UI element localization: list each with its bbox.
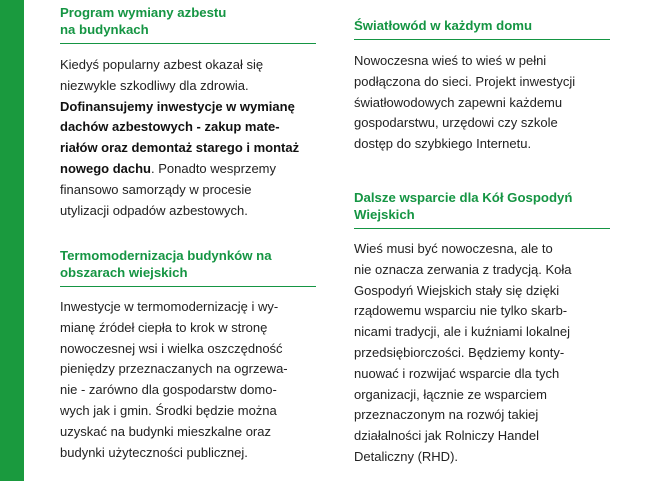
section-divider	[354, 228, 610, 229]
body-line: Nowoczesna wieś to wieś w pełni	[354, 53, 547, 68]
body-line-bold: riałów oraz demontaż starego i montaż	[60, 140, 300, 156]
body-line: podłączona do sieci. Projekt inwestycji	[354, 73, 576, 89]
body-line: dostęp do szybkiego Internetu.	[354, 136, 532, 152]
green-side-bar	[0, 0, 24, 481]
body-line: utylizacji odpadów azbestowych.	[60, 202, 248, 218]
section-divider	[354, 39, 610, 40]
section-divider	[60, 43, 316, 44]
body-line: uzyskać na budynki mieszkalne oraz	[60, 423, 271, 439]
body-line: nowoczesnej wsi i wielka oszczędność	[60, 340, 283, 356]
body-line: wych jak i gmin. Środki będzie można	[60, 402, 277, 418]
body-line: Wieś musi być nowoczesna, ale to	[354, 241, 553, 256]
body-line: finansowo samorządy w procesie	[60, 181, 252, 197]
section-body	[60, 55, 316, 221]
section-body	[354, 239, 610, 468]
title-line: Światłowód w każdym domu	[354, 18, 533, 33]
section-title	[60, 247, 316, 281]
section-rural-housewives	[354, 189, 610, 468]
body-line: organizacji, łącznie ze wsparciem	[354, 386, 547, 402]
section-body	[60, 297, 316, 463]
section-asbestos-program	[60, 4, 316, 221]
body-line: nicami tradycji, ale i kuźniami lokalnej	[354, 324, 571, 340]
body-line: Inwestycje w termomodernizację i wy-	[60, 299, 279, 314]
body-line: nuować i rozwijać wsparcie dla tych	[354, 365, 560, 381]
section-title	[354, 189, 610, 223]
section-body	[354, 51, 610, 155]
section-fiber-optic	[354, 17, 610, 155]
body-line: nie oznacza zerwania z tradycją. Koła	[354, 261, 572, 277]
section-title	[60, 4, 316, 38]
body-line-bold: dachów azbestowych - zakup mate-	[60, 119, 280, 135]
body-line: niezwykle szkodliwy dla zdrowia.	[60, 77, 249, 93]
section-thermomodernization	[60, 247, 316, 463]
body-line: działalności jak Rolniczy Handel	[354, 428, 539, 444]
title-line: Wiejskich	[354, 207, 415, 222]
title-line: Program wymiany azbestu	[60, 5, 227, 20]
body-fragment: . Ponadto wesprzemy	[151, 160, 277, 176]
title-line: na budynkach	[60, 22, 149, 37]
title-line: Dalsze wsparcie dla Kół Gospodyń	[354, 190, 573, 205]
body-line: pieniędzy przeznaczanych na ogrzewa-	[60, 361, 288, 377]
body-line-mixed	[60, 159, 316, 180]
body-line: Kiedyś popularny azbest okazał się	[60, 57, 264, 72]
body-line: przedsiębiorczości. Będziemy konty-	[354, 344, 565, 360]
body-line: Gospodyń Wiejskich stały się dzięki	[354, 282, 560, 298]
body-line: rządowemu wsparciu nie tylko skarb-	[354, 303, 568, 319]
body-line: przeznaczonym na rozwój takiej	[354, 407, 539, 423]
body-line-bold: Dofinansujemy inwestycje w wymianę	[60, 98, 295, 114]
title-line: obszarach wiejskich	[60, 265, 188, 280]
body-line: mianę źródeł ciepła to krok w stronę	[60, 319, 268, 335]
body-line: światłowodowych zapewni każdemu	[354, 94, 563, 110]
section-title	[354, 17, 610, 34]
body-line: Detaliczny (RHD).	[354, 448, 459, 464]
body-line: nie - zarówno dla gospodarstw domo-	[60, 382, 277, 398]
body-line: gospodarstwu, urzędowi czy szkole	[354, 115, 558, 131]
body-line: budynki użyteczności publicznej.	[60, 444, 248, 460]
title-line: Termomodernizacja budynków na	[60, 248, 272, 263]
section-divider	[60, 286, 316, 287]
body-bold-fragment: nowego dachu	[60, 160, 151, 176]
